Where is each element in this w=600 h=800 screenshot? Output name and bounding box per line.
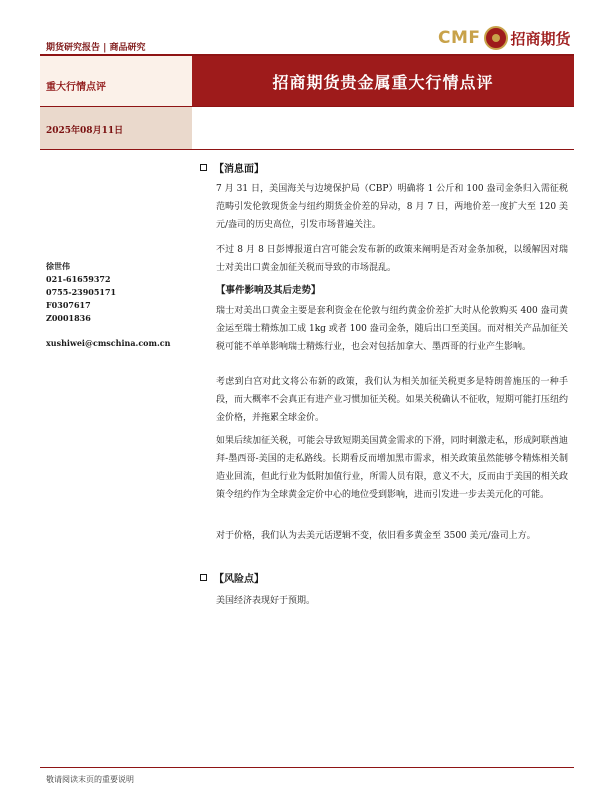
analyst-info <box>46 260 186 350</box>
footer-disclaimer: 敬请阅读末页的重要说明 <box>46 775 134 784</box>
risk-section-heading <box>200 570 264 585</box>
news-section-heading <box>200 160 264 175</box>
risk-paragraph-1: 美国经济表现好于预期。 <box>216 596 316 606</box>
report-category: 期货研究报告 | 商品研究 <box>46 43 146 53</box>
impact-heading: 【事件影响及其后走势】 <box>216 285 321 296</box>
footer-divider <box>40 767 574 768</box>
date-divider <box>40 149 574 150</box>
news-paragraph-2: 不过 8 月 8 日彭博报道白宫可能会发布新的政策来阐明是否对金条加税，以缓解因对瑞士对美出口黄金加征关税而导致的市场混乱。 <box>216 245 568 273</box>
checkbox-bullet-icon <box>200 164 207 171</box>
analyst-license-2: Z0001836 <box>46 313 91 323</box>
report-date: 2025年08月11日 <box>46 126 124 136</box>
title-banner <box>192 56 574 106</box>
logo-cmf-text: CMF <box>438 28 481 48</box>
risk-heading-text: 【风险点】 <box>214 574 264 585</box>
checkbox-bullet-icon <box>200 574 207 581</box>
analyst-email[interactable]: xushiwei@cmschina.com.cn <box>46 338 171 348</box>
logo-company-name: 招商期货 <box>510 29 571 48</box>
news-paragraph-1: 7 月 31 日，美国海关与边境保护局（CBP）明确将 1 公斤和 100 盎司金条归入需征税范畴引发伦敦现货金与纽约期货金价差的异动，8 月 7 日，两地价差一度扩大至 120 美元/盎司的历史高位，引发市场普遍关注。 <box>216 184 568 230</box>
impact-paragraph-4: 对于价格，我们认为去美元话逻辑不变，依旧看多黄金至 3500 美元/盎司上方。 <box>216 531 536 541</box>
impact-paragraph-2: 考虑到白宫对此文将公布新的政策，我们认为相关加征关税更多是特朗普施压的一种手段，而大概率不会真正有进产业习惯加征关税。如果关税确认不征收，短期可能打压纽约金价格，并拖累全球金价。 <box>216 377 568 423</box>
impact-paragraph-1: 瑞士对美出口黄金主要是套利资金在伦敦与纽约黄金价差扩大时从伦敦购买 400 盎司黄金运至瑞士精炼加工成 1kg 或者 100 盎司金条，随后出口至美国。而对相关产品加征关税可能不单单影响瑞士精炼行业，也会对包括加拿大、墨西哥的行业产生影响。 <box>216 306 568 352</box>
analyst-phone-2: 0755-23905171 <box>46 287 117 297</box>
company-logo <box>438 26 571 50</box>
impact-paragraph-3: 如果后续加征关税，可能会导致短期美国黄金需求的下滑，同时刺激走私，形成阿联酋迪拜-墨西哥-美国的走私路线。长期看反而增加黑市需求，相关政策虽然能够令精炼相关制造业回流，但此行业为低附加值行业，所需人员有限，意义不大，反而由于美国的相关政策令纽约作为全球黄金定价中心的地位受到影响，进而引发进一步去美元化的可能。 <box>216 436 568 500</box>
analyst-name: 徐世伟 <box>46 261 70 271</box>
analyst-license-1: F0307617 <box>46 300 91 310</box>
report-title: 招商期货贵金属重大行情点评 <box>272 72 494 92</box>
news-heading-text: 【消息面】 <box>214 164 264 175</box>
analyst-phone-1: 021-61659372 <box>46 274 111 284</box>
report-type-label: 重大行情点评 <box>46 82 106 93</box>
logo-seal-icon <box>484 26 508 50</box>
